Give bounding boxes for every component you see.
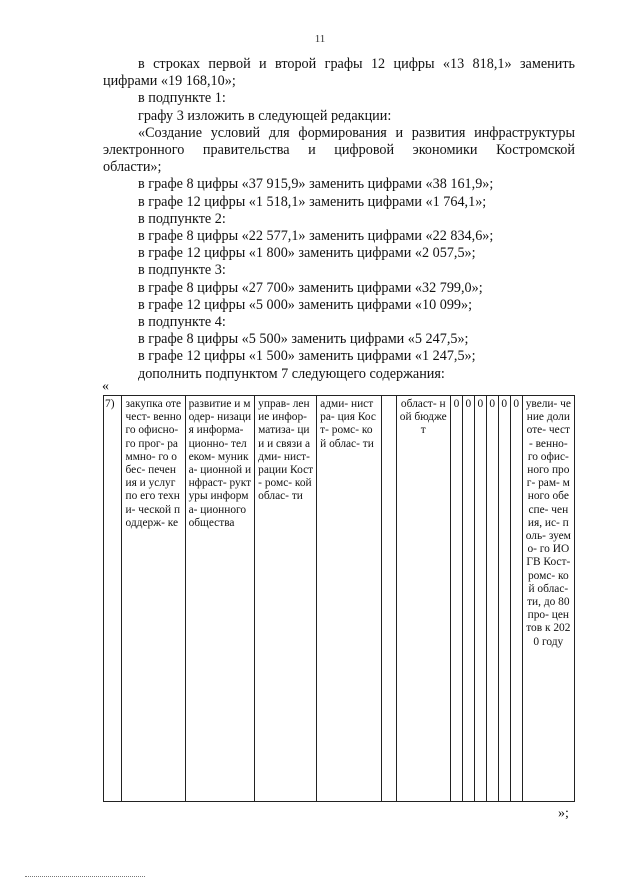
row-number: 7) (104, 396, 122, 802)
closing-quote: »; (558, 806, 569, 821)
paragraph-line: в графе 12 цифры «1 800» заменить цифрами «2 057,5»; (138, 245, 476, 262)
task-name: развитие и модер- низация информа- ционно- телеком- муника- ционной инфраст- руктуры информа- ционного общества (185, 396, 255, 802)
amendment-text (103, 56, 575, 383)
value-cell: 0 (498, 396, 510, 802)
value-cell: 0 (462, 396, 474, 802)
page-number: 11 (314, 33, 326, 45)
paragraph-line: в подпункте 2: (138, 210, 226, 227)
executor: управ- ление инфор- матиза- ции и связи адми- нист- рации Кост- ромс- кой облас- ти (255, 396, 317, 802)
paragraph-line: цифрами «19 168,10»; (103, 73, 236, 90)
paragraph-line: в графе 8 цифры «27 700» заменить цифрами «32 799,0»; (138, 279, 483, 296)
empty-cell (382, 396, 396, 802)
measure-name: закупка отечест- венного офисно- го прог- раммно- го обес- печения и услуг по его техни- ческой поддерж- ке (122, 396, 185, 802)
value-cell: 0 (486, 396, 498, 802)
value-cell: 0 (510, 396, 522, 802)
paragraph-line: «Создание условий для формирования и развития инфраструктуры (138, 124, 575, 141)
paragraph-line: в строках первой и второй графы 12 цифры «13 818,1» заменить (138, 56, 575, 72)
paragraph-line: в подпункте 4: (138, 314, 226, 331)
paragraph-line: в графе 12 цифры «5 000» заменить цифрами «10 099»; (138, 296, 473, 313)
paragraph-line: области»; (103, 159, 162, 176)
value-cell: 0 (474, 396, 486, 802)
paragraph-line: электронного правительства и цифровой экономики Костромской (103, 142, 575, 159)
paragraph-line: в подпункте 1: (138, 90, 226, 107)
paragraph-line: в подпункте 3: (138, 262, 226, 279)
paragraph-line: дополнить подпунктом 7 следующего содержания: (138, 365, 445, 382)
paragraph-line: в графе 8 цифры «22 577,1» заменить цифрами «22 834,6»; (138, 228, 494, 245)
paragraph-line: в графе 8 цифры «5 500» заменить цифрами «5 247,5»; (138, 331, 469, 348)
paragraph-line: в графе 8 цифры «37 915,9» заменить цифрами «38 161,9»; (138, 176, 494, 193)
footer-line (25, 876, 145, 877)
value-cell: 0 (450, 396, 462, 802)
funding-source: област- ной бюджет (396, 396, 450, 802)
table-row (104, 396, 575, 802)
expected-result: увели- чение доли оте- чест- венно- го офис- ного прог- рам- много обеспе- чения, ис- поль- зуемо- го ИОГВ Кост- ромс- кой облас- ти, до 80 про- центов к 2020 году (522, 396, 574, 802)
subprogram-table (103, 395, 575, 802)
paragraph-line: в графе 12 цифры «1 518,1» заменить цифрами «1 764,1»; (138, 193, 487, 210)
paragraph-line: графу 3 изложить в следующей редакции: (138, 107, 392, 124)
coexecutor: адми- нистра- ция Кост- ромс- кой облас- ти (317, 396, 382, 802)
opening-quote: « (102, 379, 109, 394)
paragraph-line: в графе 12 цифры «1 500» заменить цифрами «1 247,5»; (138, 348, 476, 365)
